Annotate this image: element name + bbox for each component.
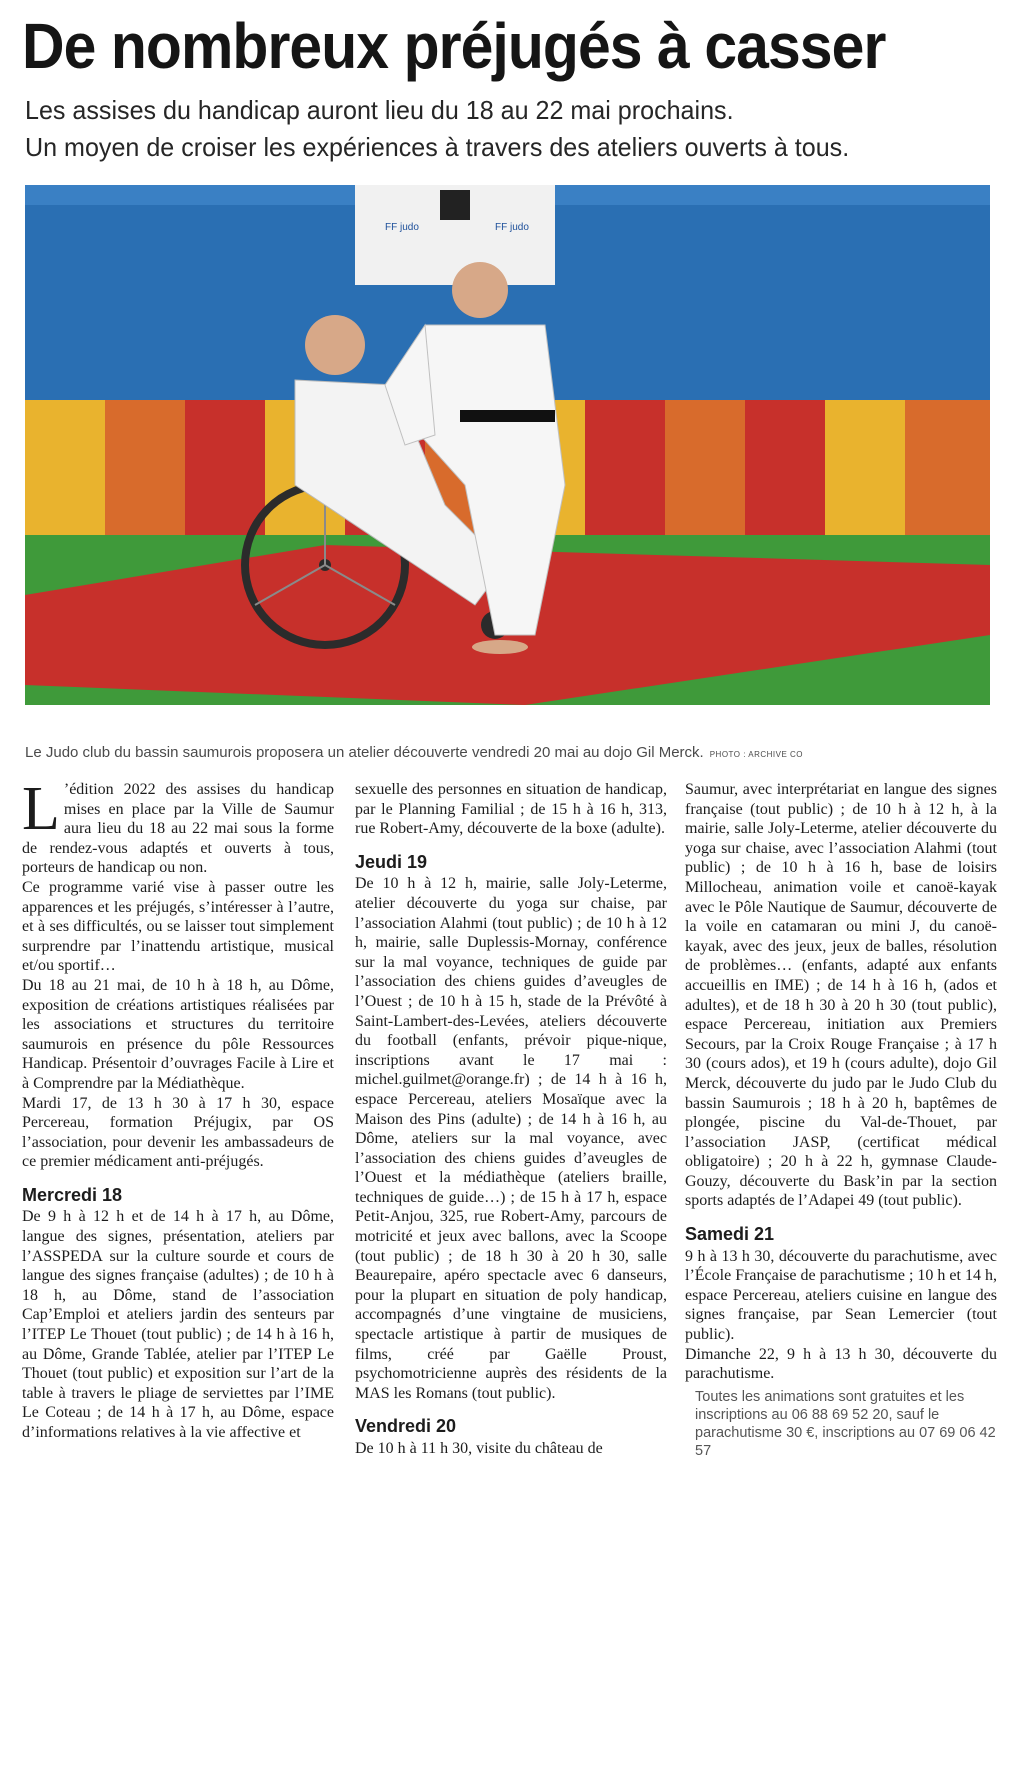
info-note: Toutes les animations sont gratuites et les inscriptions au 06 88 69 52 20, sauf le parachutisme 30 €, inscriptions au 07 69 06 42 57 xyxy=(695,1388,996,1459)
paragraph-2: Ce programme varié vise à passer outre les apparences et les préjugés, s’intéresser à l’autre, et à ses difficultés, ou se laisser tout simplement surprendre par l’inattendu artistique, musical et/ou sportif… xyxy=(22,878,334,975)
photo-credit: PHOTO : ARCHIVE CO xyxy=(709,750,804,759)
paragraph-3: Du 18 au 21 mai, de 10 h à 18 h, au Dôme, exposition de créations artistiques réalisées par les associations et structures du territoire saumurois en présence du pôle Ressources Handicap. Présentoir d’ouvrages Facile à Lire et à Comprendre par la Médiathèque. xyxy=(22,976,334,1092)
banner-text: FF judo xyxy=(385,222,419,233)
photo-caption xyxy=(25,744,990,761)
intro-paragraph xyxy=(22,780,334,878)
paragraph-4: Mardi 17, de 13 h 30 à 17 h 30, espace Percereau, formation Préjugix, par OS l’association, pour devenir les ambassadeurs de ce premier médicament anti-préjugés. xyxy=(22,1094,334,1171)
subhead-vendredi: Vendredi 20 xyxy=(355,1416,457,1437)
headline: De nombreux préjugés à casser xyxy=(22,10,886,82)
dimanche-text: Dimanche 22, 9 h à 13 h 30, découverte du parachutisme. xyxy=(685,1345,997,1383)
subhead-mercredi: Mercredi 18 xyxy=(22,1184,123,1205)
subhead-samedi: Samedi 21 xyxy=(685,1224,775,1245)
photo-judo xyxy=(25,185,990,705)
standfirst xyxy=(25,92,1005,166)
mercredi-text: De 9 h à 12 h et de 14 h à 17 h, au Dôme, langue des signes, présentation, ateliers par l’ASSPEDA sur la culture sourde et cours de langue des signes française (adultes) ; de 10 h à 18 h, au Dôme, stand de l’association Cap’Emploi et ateliers jardin des senteurs par l’ITEP Le Thouet (tout public) ; de 14 h à 16 h, au Dôme, Grande Tablée, atelier par l’ITEP Le Thouet (tout public) et exposition sur l’art de la table à travers le pliage de serviettes par l’IME Le Coteau ; de 14 h à 17 h, au Dôme, espace d’informations relatives à la vie affective et xyxy=(22,1208,334,1441)
intro-text: ’édition 2022 des assises du handicap mises en place par la Ville de Saumur aura lieu du 18 au 22 mai sous la forme de rendez-vous adaptés et ouverts à tous, porteurs de handicap ou non. xyxy=(22,781,334,877)
svg-text:FF judo: FF judo xyxy=(495,222,529,233)
article-column-3 xyxy=(685,780,997,1780)
vendredi-text: De 10 h à 11 h 30, visite du château de xyxy=(355,1440,603,1457)
jeudi-text: De 10 h à 12 h, mairie, salle Joly-Leterme, atelier découverte du yoga sur chaise, par l’association Alahmi (tout public) ; de 10 h à 12 h, mairie, salle Duplessis-Mornay, conférence sur la mal voyance, techniques de guide par l’association des chiens guides d’aveugles de l’Ouest ; de 10 h à 15 h, stade de la Prévôté à Saint-Lambert-des-Levées, ateliers découverte du football (enfants, prévoir pique-nique, inscriptions avant le 17 mai : michel.guilmet@orange.fr) ; de 14 h à 16 h, espace Percereau, ateliers Mosaïque avec la Maison des Pins (adulte) ; de 14 h à 16 h, au Dôme, ateliers sur la mal voyance, avec l’association des chiens guides d’aveugles de l’Ouest et la médiathèque (ateliers braille, techniques de guide…) ; de 15 h à 17 h, espace Petit-Anjou, 325, rue Robert-Amy, parcours de motricité et jeux avec ballons, avec la Scoope (tout public) ; de 18 h 30 à 20 h 30, salle Beaurepaire, apéro spectacle avec 6 danseurs, pour la plupart en situation de poly handicap, accompagnés d’une vingtaine de musiciens, spectacle artistique à partir de musiques de films, créé par Gaëlle Proust, psychomotricienne auprès des résidents de la MAS les Romans (tout public). xyxy=(355,875,667,1402)
standfirst-line-1: Les assises du handicap auront lieu du 18 au 22 mai prochains. xyxy=(25,95,734,125)
caption-text: Le Judo club du bassin saumurois proposera un atelier découverte vendredi 20 mai au dojo Gil Merck. xyxy=(25,744,704,761)
standfirst-line-2: Un moyen de croiser les expériences à travers des ateliers ouverts à tous. xyxy=(25,132,850,162)
drop-cap: L xyxy=(22,780,60,843)
samedi-text: 9 h à 13 h 30, découverte du parachutisme, avec l’École Française de parachutisme ; 10 h et 14 h, espace Percereau, ateliers cuisine en langue des signes française, par Sean Lemercier (tout public). xyxy=(685,1247,997,1344)
article-column-1 xyxy=(22,780,334,1780)
col2-continuation: sexuelle des personnes en situation de handicap, par le Planning Familial ; de 15 h à 16 h, 313, rue Robert-Amy, découverte de la boxe (adulte). xyxy=(355,781,667,838)
subhead-jeudi: Jeudi 19 xyxy=(355,851,428,872)
col3-continuation: Saumur, avec interprétariat en langue des signes française (tout public) ; de 10 h à 12 h, à la mairie, salle Joly-Leterme, atelier découverte du yoga sur chaise, avec l’association Alahmi (tout public) ; de 10 h à 16 h, base de loisirs Millocheau, animation voile et canoë-kayak avec le Pôle Nautique de Saumur, découverte de la voile en catamaran ou mini J, du canoë-kayak, avec des jeux, jeux de balles, résolution de problèmes… (enfants, adapté aux enfants accueillis en IME) ; de 14 h à 16 h, (ados et adultes), et de 18 h 30 à 20 h 30 (tout public), espace Percereau, initiation aux Premiers Secours, par la Croix Rouge Française ; à 17 h 30 (cours ados), et 19 h (cours adulte), dojo Gil Merck, découverte du judo par le Judo Club du bassin Saumurois ; 18 h à 20 h, baptêmes de plongée, piscine du Val-de-Thouet, par l’association JASP, (certificat médical obligatoire) ; 20 h à 22 h, gymnase Claude-Gouzy, découverte du Bask’in par la section sports adaptés de l’Adapei 49 (tout public). xyxy=(685,781,997,1210)
article-column-2 xyxy=(355,780,667,1780)
